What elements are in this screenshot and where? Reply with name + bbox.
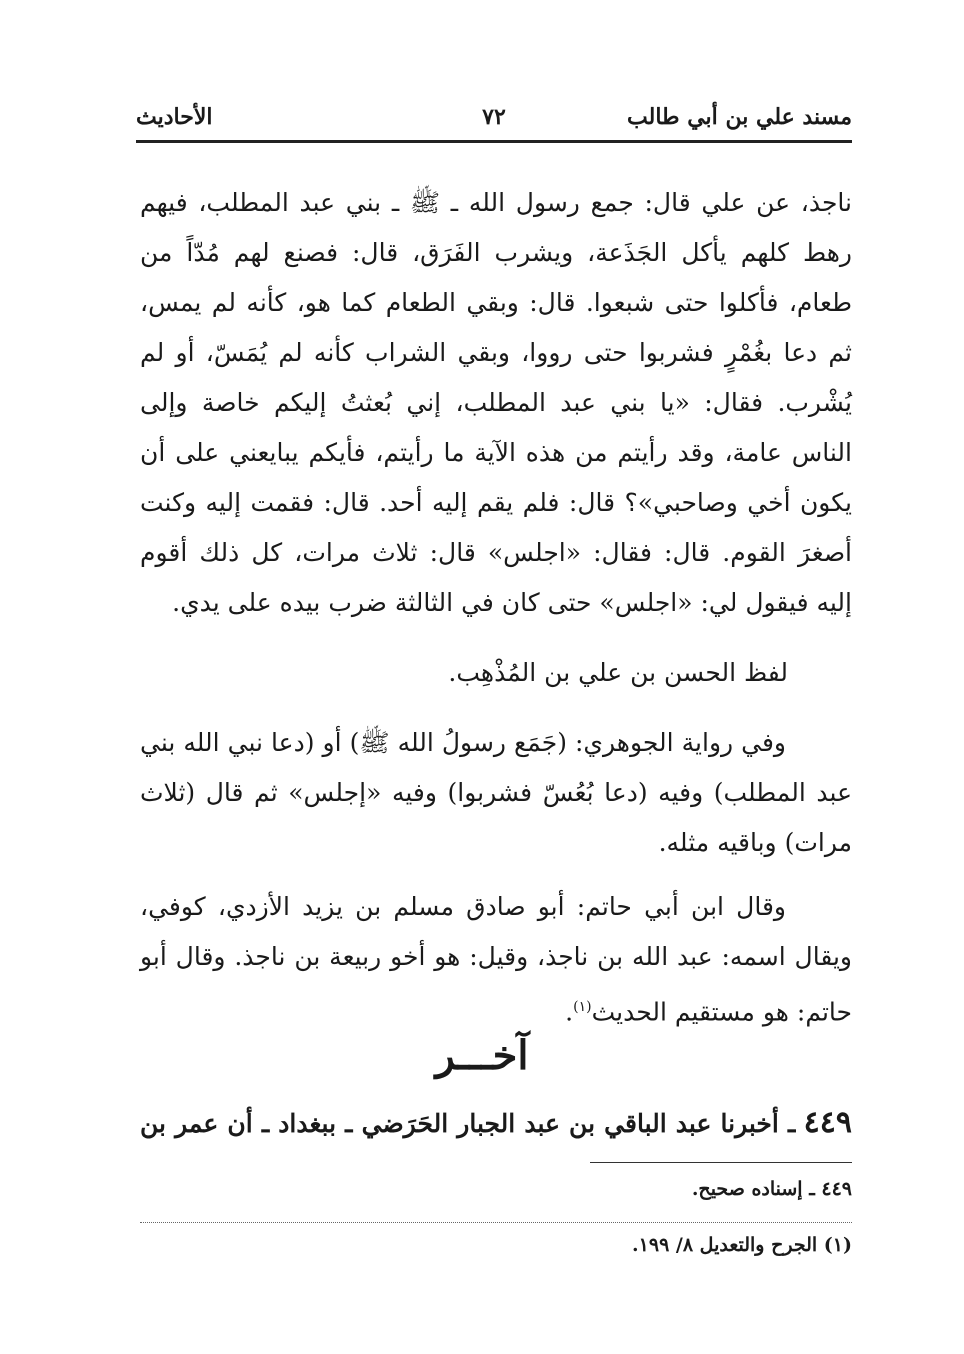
running-header (136, 104, 852, 138)
main-paragraph: ناجذ، عن علي قال: جمع رسول الله ـ ﷺ ـ بني عبد المطلب، فيهم رهط كلهم يأكل الجَذَعة، ويشرب الفَرَق، قال: فصنع لهم مُدّاً من طعام، فأكلوا حتى شبعوا. قال: وبقي الطعام كما هو، كأنه لم يمس، ثم دعا بغُمْرٍ فشربوا حتى رووا، وبقي الشراب كأنه لم يُمَسّ، أو لم يُشْرب. فقال: «يا بني عبد المطلب، إني بُعثتُ إليكم خاصة وإلى الناس عامة، وقد رأيتم من هذه الآية ما رأيتم، فأيكم يبايعني على أن يكون أخي وصاحبي»؟ قال: فلم يقم إليه أحد. قال: فقمت إليه وكنت أصغرَ القوم. قال: فقال: «اجلس» قال: ثلاث مرات، كل ذلك أقوم إليه فيقول لي: «اجلس» حتى كان في الثالثة ضرب بيده على يدي. (140, 188, 852, 617)
hadith-number: ٤٤٩ (803, 1105, 852, 1140)
commentary-end: . (565, 997, 574, 1027)
footnote-ref[interactable]: (١) (573, 999, 592, 1015)
variant-text: وفي رواية الجوهري: (جَمَع رسولُ الله ﷺ) أو (دعا نبي الله بني عبد المطلب) وفيه (دعا بُعُسّ فشربوا) وفيه «إجلس» ثم قال (ثلاث مرات) وباقيه مثله. (140, 728, 852, 857)
variant-paragraph (140, 718, 852, 868)
hadith-449 (140, 1098, 852, 1149)
narrator-note: لفظ الحسن بن علي بن المُذْهِب. (448, 658, 788, 687)
chapter-title: الأحاديث (136, 104, 213, 130)
footnote-1: (١) الجرح والتعديل ٨/ ١٩٩. (632, 1234, 852, 1256)
header-rule (136, 140, 852, 143)
footnote-rule (590, 1162, 852, 1163)
page-number: ٧٢ (482, 104, 506, 130)
book-title: مسند علي بن أبي طالب (627, 104, 852, 130)
commentary-text: وقال ابن أبي حاتم: أبو صادق مسلم بن يزيد الأزدي، كوفي، ويقال اسمه: عبد الله بن ناجذ، وقيل: هو أخو ربيعة بن ناجذ. وقال أبو حاتم: هو مستقيم الحديث (140, 892, 852, 1027)
hadith-text: ـ أخبرنا عبد الباقي بن عبد الجبار الحَرَضي ـ ببغداد ـ أن عمر بن (140, 1109, 796, 1138)
section-title: آخـــر (435, 1032, 529, 1079)
commentary-paragraph (140, 882, 852, 1037)
footnote-hadith-449: ٤٤٩ ـ إسناده صحيح. (691, 1178, 852, 1200)
footnote-separator (140, 1222, 852, 1223)
